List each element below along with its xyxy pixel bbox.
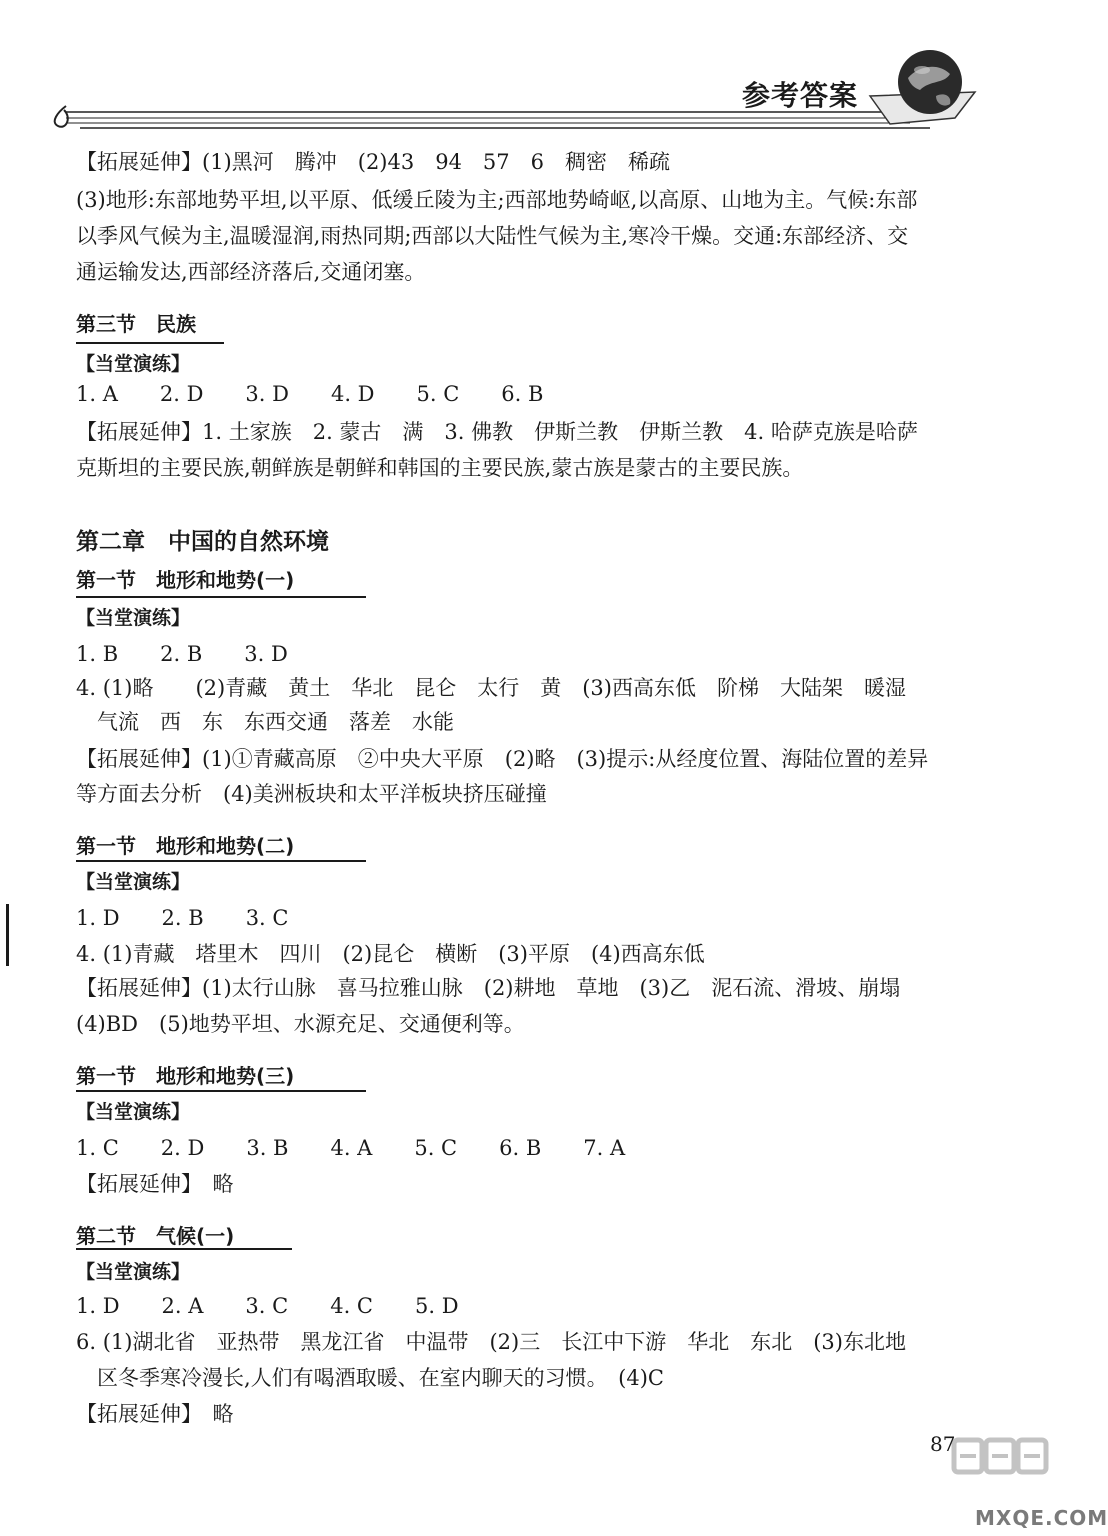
ext-line-2: (3)地形:东部地势平坦,以平原、低缓丘陵为主;西部地势崎岖,以高原、山地为主。气候:东部 — [76, 188, 918, 212]
section-title: 第一节 地形和地势(二) — [76, 834, 295, 858]
ext-line: 【拓展延伸】1. 土家族 2. 蒙古 满 3. 佛教 伊斯兰教 伊斯兰教 4. 哈萨克族是哈萨 — [76, 420, 918, 444]
answers-line: 1. D 2. A 3. C 4. C 5. D — [76, 1294, 459, 1318]
section-title-ethnic: 第三节 民族 — [76, 312, 196, 336]
answers-line: 6. (1)湖北省 亚热带 黑龙江省 中温带 (2)三 长江中下游 华北 东北 (3)东北地 — [76, 1330, 906, 1354]
answers-line: 1. A 2. D 3. D 4. D 5. C 6. B — [76, 382, 544, 406]
answers-line: 区冬季寒冷漫长,人们有喝酒取暖、在室内聊天的习惯。 (4)C — [76, 1366, 664, 1390]
ext-line: 克斯坦的主要民族,朝鲜族是朝鲜和韩国的主要民族,蒙古族是蒙古的主要民族。 — [76, 456, 804, 480]
label-practice: 【当堂演练】 — [76, 871, 191, 893]
ext-line-1: 【拓展延伸】(1)黑河 腾冲 (2)43 94 57 6 稠密 稀疏 — [76, 150, 671, 174]
page-header — [0, 0, 1053, 140]
section-title: 第一节 地形和地势(三) — [76, 1064, 295, 1088]
watermark-text: MXQE.COM — [975, 1506, 1108, 1530]
ext-line-3: 以季风气候为主,温暖湿润,雨热同期;西部以大陆性气候为主,寒冷干燥。交通:东部经济、交 — [76, 224, 909, 248]
label-practice: 【当堂演练】 — [76, 353, 191, 375]
ext-line-4: 通运输发达,西部经济落后,交通闭塞。 — [76, 260, 426, 284]
section-underline — [76, 596, 366, 598]
section-title: 第一节 地形和地势(一) — [76, 568, 295, 592]
chapter-title: 第二章 中国的自然环境 — [76, 529, 329, 555]
section-title: 第二节 气候(一) — [76, 1224, 235, 1248]
answers-line: 1. B 2. B 3. D — [76, 642, 288, 666]
section-underline — [76, 860, 366, 862]
answers-line: 4. (1)略 (2)青藏 黄土 华北 昆仑 太行 黄 (3)西高东低 阶梯 大陆架 暖湿 — [76, 676, 906, 700]
answers-line: 1. C 2. D 3. B 4. A 5. C 6. B 7. A — [76, 1136, 626, 1160]
margin-mark — [6, 904, 9, 966]
section-underline — [76, 1090, 366, 1092]
label-practice: 【当堂演练】 — [76, 1101, 191, 1123]
ext-line: 【拓展延伸】 略 — [76, 1172, 234, 1196]
answers-line: 气流 西 东 东西交通 落差 水能 — [76, 710, 454, 734]
ext-line: 【拓展延伸】(1)太行山脉 喜马拉雅山脉 (2)耕地 草地 (3)乙 泥石流、滑坡、崩塌 — [76, 976, 901, 1000]
answers-line: 1. D 2. B 3. C — [76, 906, 289, 930]
answers-line: 4. (1)青藏 塔里木 四川 (2)昆仑 横断 (3)平原 (4)西高东低 — [76, 942, 705, 966]
page-number: 87 — [930, 1432, 956, 1456]
header-decoration — [0, 0, 1053, 140]
header-title: 参考答案 — [742, 79, 859, 112]
section-underline — [76, 342, 224, 344]
label-practice: 【当堂演练】 — [76, 1261, 191, 1283]
ext-line: 【拓展延伸】(1)①青藏高原 ②中央大平原 (2)略 (3)提示:从经度位置、海陆位置的差异 — [76, 747, 929, 771]
section-underline — [76, 1248, 292, 1250]
ext-line: (4)BD (5)地势平坦、水源充足、交通便利等。 — [76, 1012, 525, 1036]
ext-line: 【拓展延伸】 略 — [76, 1402, 234, 1426]
label-practice: 【当堂演练】 — [76, 607, 191, 629]
ext-line: 等方面去分析 (4)美洲板块和太平洋板块挤压碰撞 — [76, 782, 547, 806]
